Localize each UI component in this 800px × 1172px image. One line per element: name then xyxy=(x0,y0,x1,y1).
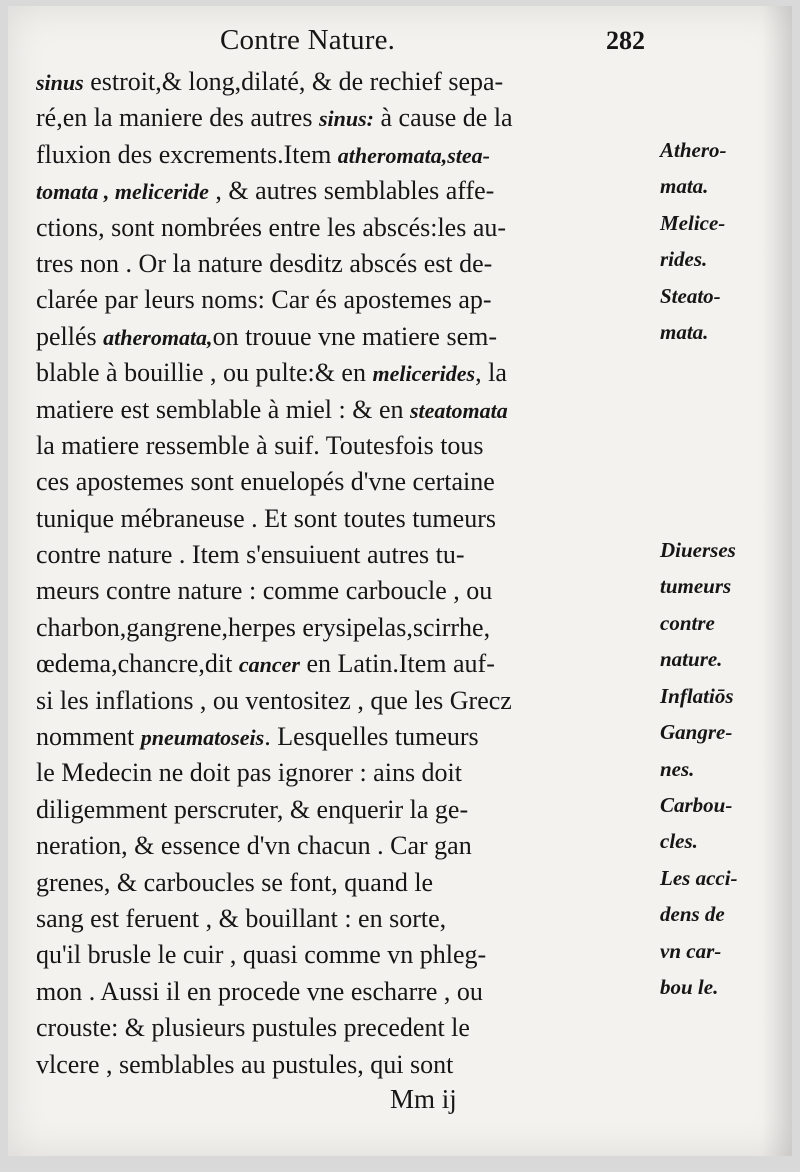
line-text: la matiere ressemble à suif. Toutesfois tous xyxy=(36,430,484,460)
italic-term: steatomata xyxy=(409,397,508,423)
margin-note: Melice- xyxy=(660,211,726,235)
text-line xyxy=(36,683,656,719)
body-text xyxy=(36,64,656,1083)
text-line xyxy=(36,1010,656,1046)
text-line xyxy=(36,64,656,100)
line-text: à cause de la xyxy=(374,103,513,133)
line-text: tunique mébraneuse . Et sont toutes tumeurs xyxy=(36,503,496,533)
text-line xyxy=(36,392,656,428)
text-line xyxy=(36,755,656,791)
text-line xyxy=(36,937,656,973)
italic-term: tomata , meliceride xyxy=(36,179,209,205)
text-line xyxy=(36,901,656,937)
line-text: nomment xyxy=(36,722,141,752)
line-text: contre nature . Item s'ensuiuent autres tu- xyxy=(36,540,465,570)
text-line xyxy=(36,610,656,646)
text-line xyxy=(36,1047,656,1083)
margin-note: Athero- xyxy=(660,138,727,162)
margin-note: Steato- xyxy=(660,284,721,308)
line-text: vlcere , semblables au pustules, qui sont xyxy=(36,1049,454,1079)
line-text: pellés xyxy=(36,321,104,351)
running-title: Contre Nature. xyxy=(220,24,396,56)
line-text: qu'il brusle le cuir , quasi comme vn phleg- xyxy=(36,940,487,970)
text-line xyxy=(36,246,656,282)
line-text: . Lesquelles tumeurs xyxy=(264,722,479,752)
running-head xyxy=(8,14,792,54)
line-text: ctions, sont nombrées entre les abscés:les au- xyxy=(36,212,507,242)
line-text: tres non . Or la nature desditz abscés est de- xyxy=(36,248,493,278)
line-text: en Latin.Item auf- xyxy=(299,649,495,679)
line-text: diligemment perscruter, & enquerir la ge- xyxy=(36,794,469,824)
text-line xyxy=(36,173,656,209)
page-number: 282 xyxy=(606,26,645,55)
text-line xyxy=(36,464,656,500)
line-text: estroit,& long,dilaté, & de rechief sepa- xyxy=(83,67,504,96)
text-line xyxy=(36,100,656,136)
margin-note: Inflatiōs xyxy=(660,684,734,708)
line-text: si les inflations , ou ventositez , que les Grecz xyxy=(36,685,512,715)
line-text: clarée par leurs noms: Car és apostemes ap- xyxy=(36,285,492,315)
text-line xyxy=(36,719,656,755)
margin-note: nes. xyxy=(660,757,695,781)
text-line xyxy=(36,501,656,537)
line-text: ces apostemes sont enuelopés d'vne certaine xyxy=(36,467,495,497)
line-text: , & autres semblables affe- xyxy=(208,176,495,206)
margin-note: dens de xyxy=(660,902,725,926)
italic-term: sinus: xyxy=(318,106,375,132)
italic-term: sinus xyxy=(36,70,84,95)
text-line xyxy=(36,210,656,246)
margin-note: mata. xyxy=(660,320,709,344)
line-text: , la xyxy=(475,358,507,388)
text-line xyxy=(36,282,656,318)
line-text: crouste: & plusieurs pustules precedent le xyxy=(36,1013,470,1043)
margin-note: tumeurs xyxy=(660,574,732,598)
line-text: on trouue vne matiere sem- xyxy=(212,321,498,351)
line-text: neration, & essence d'vn chacun . Car gan xyxy=(36,831,472,861)
margin-note: contre xyxy=(660,611,715,635)
italic-term: melicerides xyxy=(372,361,476,387)
margin-note: rides. xyxy=(660,247,708,271)
margin-note: vn car- xyxy=(660,939,722,963)
signature-mark: Mm ij xyxy=(390,1084,457,1114)
italic-term: atheromata, xyxy=(103,324,213,350)
margin-note: bou le. xyxy=(660,975,719,999)
text-line xyxy=(36,428,656,464)
line-text: le Medecin ne doit pas ignorer : ains doit xyxy=(36,758,463,788)
margin-note: mata. xyxy=(660,174,709,198)
margin-note: Les acci- xyxy=(660,866,738,890)
text-line xyxy=(36,573,656,609)
line-text: matiere est semblable à miel : & en xyxy=(36,394,410,424)
book-page xyxy=(8,6,792,1156)
margin-note: Carbou- xyxy=(660,793,733,817)
text-line xyxy=(36,537,656,573)
text-line xyxy=(36,137,656,173)
text-line xyxy=(36,319,656,355)
margin-note: Gangre- xyxy=(660,720,733,744)
page-edge-shadow xyxy=(762,6,792,1156)
line-text: sang est feruent , & bouillant : en sorte, xyxy=(36,903,447,933)
line-text: charbon,gangrene,herpes erysipelas,scirrhe, xyxy=(36,612,491,642)
margin-note: cles. xyxy=(660,829,698,853)
text-line xyxy=(36,865,656,901)
line-text: blable à bouillie , ou pulte:& en xyxy=(36,358,373,388)
text-line xyxy=(36,828,656,864)
italic-term: atheromata,stea- xyxy=(337,142,490,168)
line-text: ré,en la maniere des autres xyxy=(36,103,319,133)
italic-term: cancer xyxy=(238,652,300,678)
text-line xyxy=(36,792,656,828)
margin-note: Diuerses xyxy=(660,538,736,562)
line-text: fluxion des excrements.Item xyxy=(36,139,338,169)
line-text: œdema,chancre,dit xyxy=(36,649,239,679)
line-text: mon . Aussi il en procede vne escharre , ou xyxy=(36,976,483,1006)
text-line xyxy=(36,355,656,391)
text-line xyxy=(36,646,656,682)
text-line xyxy=(36,974,656,1010)
line-text: meurs contre nature : comme carboucle , ou xyxy=(36,576,493,606)
margin-note: nature. xyxy=(660,647,723,671)
italic-term: pneumatoseis xyxy=(140,725,265,751)
line-text: grenes, & carboucles se font, quand le xyxy=(36,867,434,897)
